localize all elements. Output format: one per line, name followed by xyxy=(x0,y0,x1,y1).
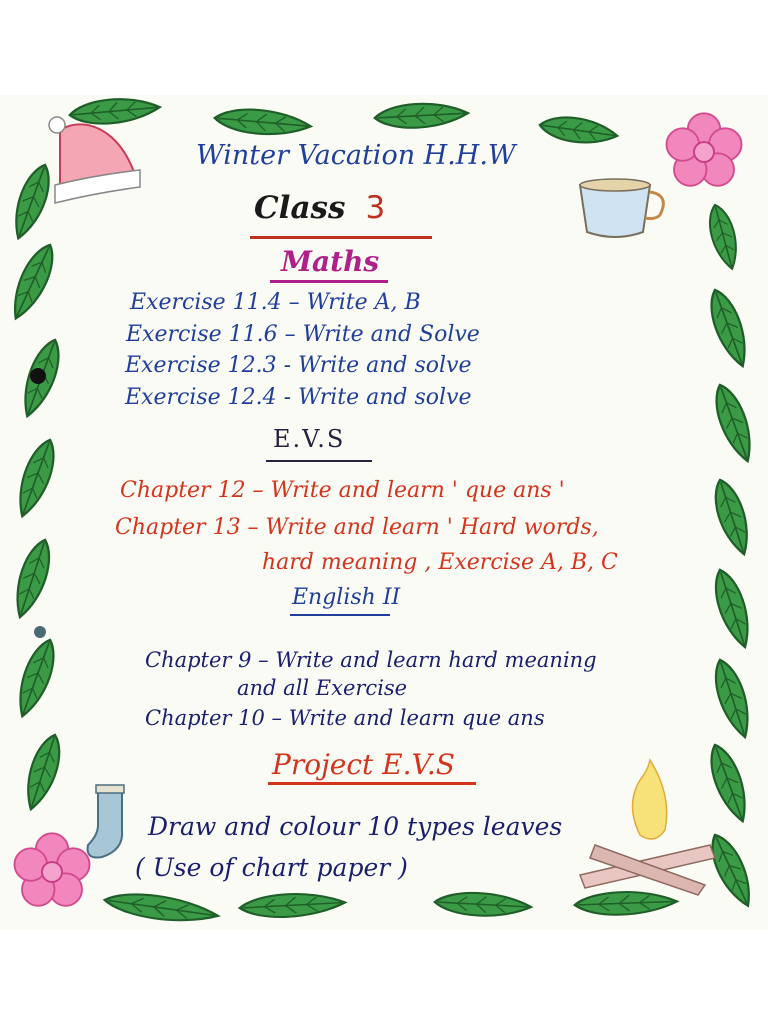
project-task-row: ( Use of chart paper ) xyxy=(135,853,408,882)
evs-heading: E.V.S xyxy=(273,425,346,453)
evs-underline xyxy=(266,460,372,462)
maths-exercise-row: Exercise 11.6 – Write and Solve xyxy=(126,322,480,347)
class-underline xyxy=(250,236,432,239)
maths-underline xyxy=(270,280,388,283)
project-underline xyxy=(268,782,476,785)
project-heading: Project E.V.S xyxy=(272,748,455,781)
english-heading: English II xyxy=(292,585,401,610)
maths-exercise-row: Exercise 12.4 - Write and solve xyxy=(125,385,472,410)
evs-chapter-row: Chapter 12 – Write and learn ' que ans ' xyxy=(120,478,565,503)
maths-exercise-row: Exercise 11.4 – Write A, B xyxy=(130,290,421,315)
class-number: 3 xyxy=(365,190,386,226)
evs-chapter-row: hard meaning , Exercise A, B, C xyxy=(262,550,618,575)
class-line xyxy=(254,190,385,226)
maths-exercise-row: Exercise 12.3 - Write and solve xyxy=(125,353,472,378)
project-task-row: Draw and colour 10 types leaves xyxy=(148,812,563,841)
evs-chapter-row: Chapter 13 – Write and learn ' Hard words, xyxy=(115,515,599,540)
english-chapter-row: Chapter 10 – Write and learn que ans xyxy=(145,706,545,730)
class-label: Class xyxy=(254,190,346,226)
english-underline xyxy=(290,614,390,616)
english-chapter-row: Chapter 9 – Write and learn hard meaning xyxy=(145,648,597,672)
page-title: Winter Vacation H.H.W xyxy=(196,140,516,171)
maths-heading: Maths xyxy=(281,245,380,278)
english-chapter-row: and all Exercise xyxy=(237,676,408,700)
